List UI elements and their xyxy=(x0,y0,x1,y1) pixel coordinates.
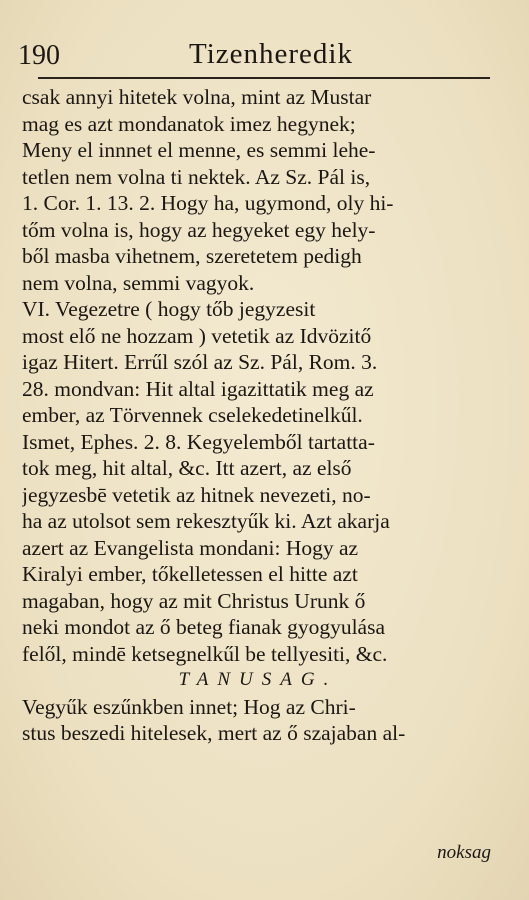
text-line: tőm volna is, hogy az hegyeket egy hely- xyxy=(22,217,376,242)
text-line: 1. Cor. 1. 13. 2. Hogy ha, ugymond, oly hi- xyxy=(22,191,394,215)
text-line: tok meg, hit altal, &c. Itt azert, az első xyxy=(22,456,352,480)
text-line: mag es azt mondanatok imez hegynek; xyxy=(22,111,356,136)
page-header xyxy=(14,38,494,72)
text-line: magaban, hogy az mit Christus Urunk ő xyxy=(22,588,366,613)
text-line: igaz Hitert. Errűl szól az Sz. Pál, Rom. 3. xyxy=(22,350,378,374)
text-line: Vegyűk eszűnkben innet; Hog az Chri- xyxy=(22,694,356,719)
header-rule xyxy=(38,77,490,79)
text-line: jegyzesbē vetetik az hitnek nevezeti, no- xyxy=(22,482,371,507)
catchword: noksag xyxy=(437,842,491,863)
text-line: VI. Vegezetre ( hogy tőb jegyzesit xyxy=(22,297,316,321)
text-line: ből masba vihetnem, szeretetem pedigh xyxy=(22,244,362,268)
text-line: csak annyi hitetek volna, mint az Mustar xyxy=(22,85,372,109)
text-line: nem volna, semmi vagyok. xyxy=(22,270,255,295)
text-line: Meny el innnet el menne, es semmi lehe- xyxy=(22,138,376,162)
text-line: neki mondot az ő beteg fianak gyogyulása xyxy=(22,615,386,639)
text-line: tetlen nem volna ti nektek. Az Sz. Pál is, xyxy=(22,164,371,189)
text-line: ha az utolsot sem rekesztyűk ki. Azt akarja xyxy=(22,509,390,533)
text-line: stus beszedi hitelesek, mert az ő szajaban al- xyxy=(22,721,406,745)
page-number: 190 xyxy=(18,40,60,71)
text-line: azert az Evangelista mondani: Hogy az xyxy=(22,535,359,560)
running-head: Tizenheredik xyxy=(189,38,353,70)
text-line: 28. mondvan: Hit altal igazittatik meg az xyxy=(22,376,374,401)
text-line: most elő ne hozzam ) vetetik az Idvözitő xyxy=(22,323,372,348)
text-line: ember, az Törvennek cselekedetinelkűl. xyxy=(22,403,363,427)
text-line: felől, mindē ketsegnelkűl be tellyesiti, &c. xyxy=(22,641,388,666)
body-text xyxy=(22,84,494,747)
text-line: Kiralyi ember, tőkelletessen el hitte azt xyxy=(22,562,358,586)
section-heading: TANUSAG. xyxy=(178,669,338,690)
text-line: Ismet, Ephes. 2. 8. Kegyelemből tartatta- xyxy=(22,429,375,454)
